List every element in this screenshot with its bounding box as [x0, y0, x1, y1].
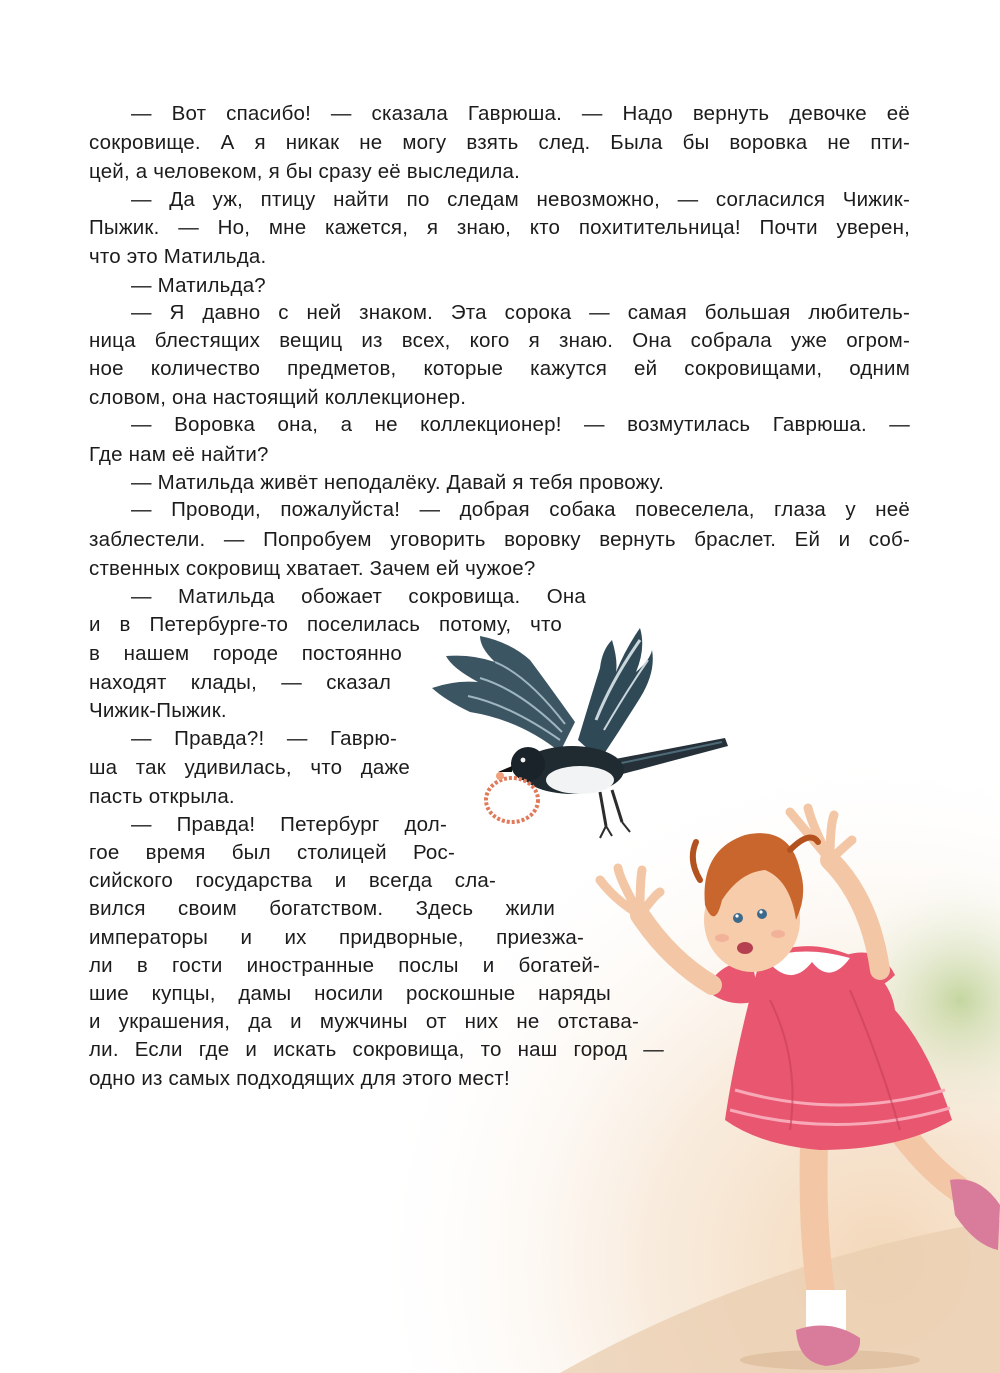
text-line: Пыжик. — Но, мне кажется, я знаю, кто похитительница! Почти уверен,: [89, 216, 910, 239]
text-line: — Вот спасибо! — сказала Гаврюша. — Надо вернуть девочке её: [131, 102, 910, 125]
running-girl-icon: [600, 808, 1000, 1370]
text-line: — Да уж, птицу найти по следам невозможно, — согласился Чижик-: [131, 188, 910, 211]
text-line: императоры и их придворные, приезжа-: [89, 926, 584, 949]
text-line: Чижик-Пыжик.: [89, 699, 227, 722]
text-line: пасть открыла.: [89, 785, 235, 808]
text-line: — Матильда живёт неподалёку. Давай я тебя провожу.: [131, 471, 665, 494]
text-line: цей, а человеком, я бы сразу её выследила.: [89, 160, 521, 183]
text-line: — Воровка она, а не коллекционер! — возмутилась Гаврюша. —: [131, 413, 910, 436]
text-line: одно из самых подходящих для этого мест!: [89, 1067, 510, 1090]
text-line: и украшения, да и мужчины от них не отстава-: [89, 1010, 639, 1033]
text-line: — Матильда?: [131, 274, 266, 297]
text-line: в нашем городе постоянно: [89, 642, 402, 665]
text-line: словом, она настоящий коллекционер.: [89, 386, 467, 409]
text-line: находят клады, — сказал: [89, 671, 391, 694]
text-line: — Я давно с ней знаком. Эта сорока — самая большая любитель-: [131, 301, 910, 324]
text-line: ница блестящих вещиц из всех, кого я знаю. Она собрала уже огром-: [89, 329, 910, 352]
text-line: ша так удивилась, что даже: [89, 756, 410, 779]
text-line: и в Петербурге-то поселилась потому, что: [89, 613, 562, 636]
text-line: Где нам её найти?: [89, 443, 269, 466]
text-line: сокровище. А я никак не могу взять след. Была бы воровка не пти-: [89, 131, 910, 154]
text-line: — Правда?! — Гаврю-: [131, 727, 397, 750]
text-line: что это Матильда.: [89, 245, 267, 268]
text-line: сийского государства и всегда сла-: [89, 869, 496, 892]
text-line: ли. Если где и искать сокровища, то наш город —: [89, 1038, 664, 1061]
text-line: — Правда! Петербург дол-: [131, 813, 447, 836]
text-line: гое время был столицей Рос-: [89, 841, 455, 864]
text-line: шие купцы, дамы носили роскошные наряды: [89, 982, 611, 1005]
text-line: — Проводи, пожалуйста! — добрая собака повеселела, глаза у неё: [131, 498, 910, 521]
text-line: — Матильда обожает сокровища. Она: [131, 585, 586, 608]
text-line: заблестели. — Попробуем уговорить воровку вернуть браслет. Ей и соб-: [89, 528, 910, 551]
text-line: ли в гости иностранные послы и богатей-: [89, 954, 600, 977]
text-line: ное количество предметов, которые кажутся ей сокровищами, одним: [89, 357, 910, 380]
text-line: вился своим богатством. Здесь жили: [89, 897, 555, 920]
text-line: ственных сокровищ хватает. Зачем ей чужое?: [89, 557, 536, 580]
